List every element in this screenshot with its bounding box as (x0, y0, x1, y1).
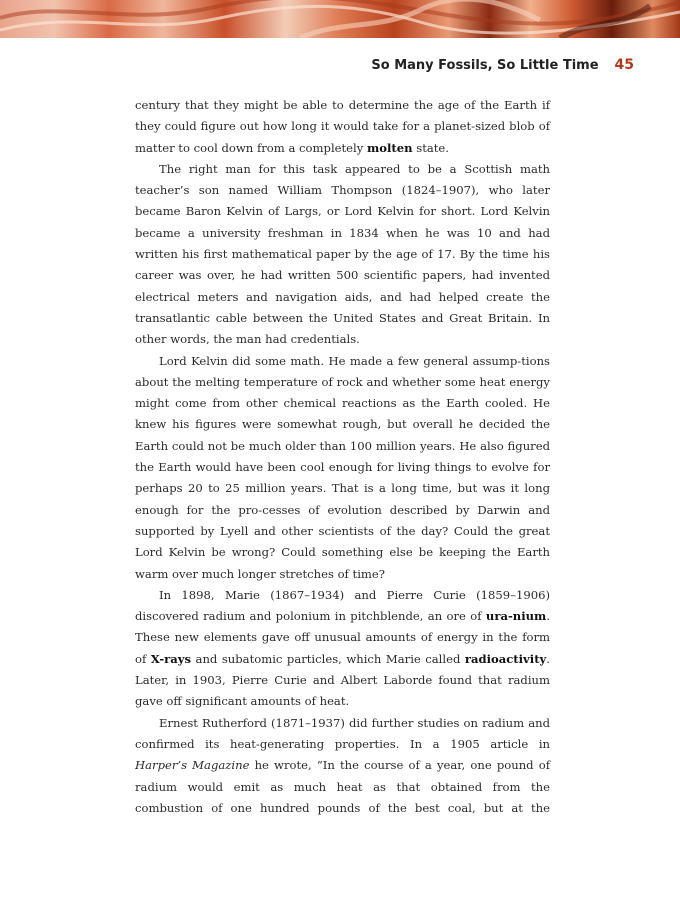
term-radioactivity: radioactivity (464, 651, 547, 666)
term-molten: molten (366, 140, 413, 155)
paragraph-4-mid1: . These new elements gave off unusual amounts of energy in the form of (135, 609, 550, 666)
paragraph-4-tail: . Later, in 1903, Pierre Curie and Albert Laborde found that radium gave off significant amounts of heat. (135, 651, 550, 709)
paragraph-4-lead: In 1898, Marie (1867–1934) and Pierre Curie (1859–1906) discovered radium and polonium in pitchblende, an ore of (135, 587, 550, 624)
term-uranium: ura-nium (485, 609, 547, 624)
paragraph-4-mid2: and subatomic particles, which Marie called (191, 651, 465, 666)
magazine-title: Harper’s Magazine (135, 758, 250, 773)
banner-swirl-graphic (0, 0, 680, 38)
decorative-rock-banner (0, 0, 680, 38)
paragraph-1 (135, 95, 550, 159)
paragraph-5 (135, 713, 550, 819)
paragraph-1-tail: state. (412, 140, 449, 155)
running-header (371, 57, 634, 73)
paragraph-4 (135, 585, 550, 713)
page-number: 45 (614, 57, 634, 73)
paragraph-3: Lord Kelvin did some math. He made a few general assump-tions about the melting temperature of rock and whether some heat energy might come from other chemical reactions as the Earth cooled. He knew his figures were somewhat rough, but overall he decided the Earth could not be much older than 100 million years. He also figured the Earth would have been cool enough for living things to evolve for perhaps 20 to 25 million years. That is a long time, but was it long enough for the pro-cesses of evolution described by Darwin and supported by Lyell and other scientists of the day? Could the great Lord Kelvin be wrong? Could something else be keeping the Earth warm over much longer stretches of time? (135, 353, 550, 581)
body-text (135, 95, 550, 819)
paragraph-1-lead: century that they might be able to determine the age of the Earth if they could figure out how long it would take for a planet-sized blob of matter to cool down from a completely (135, 98, 550, 155)
paragraph-2: The right man for this task appeared to be a Scottish math teacher’s son named William Thompson (1824–1907), who later became Baron Kelvin of Largs, or Lord Kelvin for short. Lord Kelvin became a university freshman in 1834 when he was 10 and had written his first mathematical paper by the age of 17. By the time his career was over, he had written 500 scientific papers, had invented electrical meters and navigation aids, and had helped create the transatlantic cable between the United States and Great Britain. In other words, the man had credentials. (135, 161, 550, 347)
term-x-rays: X-rays (150, 651, 192, 666)
running-title: So Many Fossils, So Little Time (371, 58, 599, 73)
paragraph-5-lead: Ernest Rutherford (1871–1937) did further studies on radium and confirmed its heat-generating properties. In a 1905 article in (135, 715, 550, 751)
paragraph-5-tail: he wrote, “In the course of a year, one pound of radium would emit as much heat as that obtained from the combustion of one hundred pounds of the best coal, but at the (135, 758, 550, 815)
